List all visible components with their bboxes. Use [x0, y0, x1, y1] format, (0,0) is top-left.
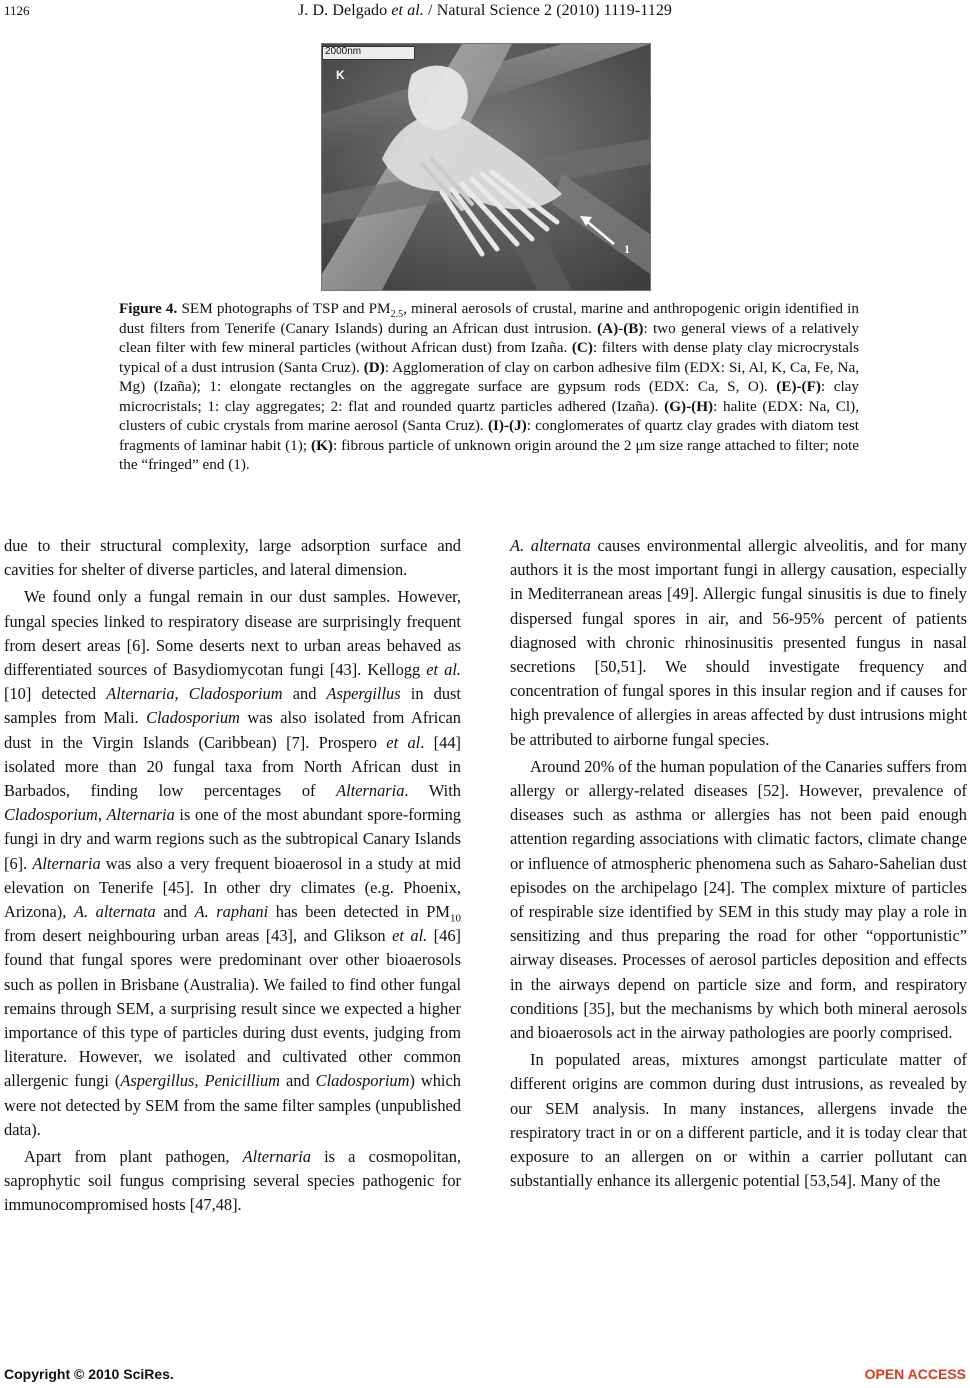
text-run: from desert neighbouring urban areas [43], and Glikson — [4, 926, 393, 946]
italic-run: Aspergillus — [326, 684, 401, 704]
panel-letter: K — [336, 68, 345, 82]
italic-run: A. raphani — [194, 902, 269, 922]
italic-run: et al — [386, 732, 421, 752]
caption-panel-ref: (K) — [311, 436, 333, 454]
text-run: Apart from plant pathogen, — [24, 1147, 243, 1167]
text-run: [10] detected — [4, 684, 107, 704]
page-number: 1126 — [4, 3, 30, 18]
caption-text: : filters with dense platy clay microcrystals typical of a dust intrusion (Santa Cruz). — [119, 339, 859, 376]
scale-bar — [322, 46, 415, 60]
paragraph: due to their structural complexity, large adsorption surface and cavities for shelter of diverse particles, and lateral dimension. — [4, 536, 461, 580]
text-run: . With — [404, 781, 461, 801]
italic-run: A. alternata — [510, 536, 591, 555]
caption-text: : two general views of a relatively clean filter with few mineral particles (without African dust) from Izaña. — [119, 319, 859, 356]
text-run: and — [282, 684, 327, 704]
footer-open-access: OPEN ACCESS — [864, 1366, 966, 1382]
italic-run: Cladosporium — [146, 708, 240, 728]
caption-text: - — [618, 319, 624, 337]
caption-subscript: 2.5 — [390, 309, 404, 321]
caption-text: : Agglomeration of clay on carbon adhesive film (EDX: Si, Al, K, Ca, Fe, Na, Mg) (Izaña); 1: elongate rectangles on the aggregate surface are gypsum rods (EDX: Ca, S, O). — [119, 358, 860, 395]
italic-run: et al. — [392, 926, 428, 946]
caption-panel-ref: (E)-(F) — [776, 378, 821, 395]
paragraph: In populated areas, mixtures amongst particulate matter of different origins are common during dust intrusions, as revealed by our SEM analysis. In many instances, allergens invade the respiratory tract in or on a different particle, and it is today clear that exposure to an allergen on or within a carrier pollutant can substantially enhance its allergenic potential [53,54]. Many of the — [510, 1050, 967, 1191]
text-run: was also isolated from African dust in the Virgin Islands (Caribbean) [7]. Prospero — [4, 708, 461, 752]
caption-label: Figure 4. — [119, 300, 178, 317]
subscript: 10 — [449, 912, 461, 925]
paragraph — [510, 534, 967, 752]
italic-run: Alternaria — [106, 805, 175, 825]
left-column — [4, 534, 461, 1218]
text-run: is one of the most abundant spore-forming fungi in dry and warm regions such as the subtropical Canary Islands [6]. — [4, 805, 461, 873]
caption-text: SEM photographs of TSP and PM — [177, 300, 391, 317]
scale-label: 2000nm — [325, 46, 362, 57]
italic-run: et al. — [426, 660, 461, 680]
text-run: We found only a fungal remain in our dust samples. However, fungal species linked to respiratory disease are surprisingly frequent from desert areas [6]. Some deserts next to urban areas behaved as differentiated sources of Basydiomycotan fungi [43]. Kellogg — [4, 587, 461, 680]
caption-text: : fibrous particle of unknown origin around the 2 μm size range attached to filter; note the “fringed” end (1). — [119, 436, 860, 473]
text-run: has been detected in PM — [268, 902, 450, 922]
italic-run: Alternaria — [242, 1147, 311, 1167]
text-run: was also a very frequent bioaerosol in a study at mid elevation on Tenerife [45]. In other dry climates (e.g. Phoenix, Arizona), — [4, 853, 462, 922]
italic-run: Alternaria — [32, 853, 101, 873]
header-authors: J. D. Delgado — [297, 2, 392, 19]
italic-run: A. alternata — [73, 902, 156, 922]
caption-panel-ref: (A) — [597, 319, 619, 337]
footer-copyright: Copyright © 2010 SciRes. — [4, 1366, 174, 1382]
figure-caption — [119, 299, 859, 475]
right-column — [510, 534, 967, 1193]
italic-run: Aspergillus, Penicillium — [120, 1071, 281, 1091]
paragraph: Around 20% of the human population of the Canaries suffers from allergy or allergy-related diseases [52]. However, prevalence of diseases such as asthma or allergies has not been paid enough attention regarding associations with climatic factors, climate change or influence of atmospheric phenomena such as Saharo-Sahelian dust episodes on the archipelago [24]. The complex mixture of particles of respirable size identified by SEM in this study may play a role in sensitizing and thus preparing the road for other “opportunistic” airway diseases. Processes of aerosol particles deposition and effects in the airways depend on particle size and form, and respiratory conditions [35], but the mechanisms by which both mineral aerosols and bioaerosols act in the airway pathologies are poorly comprised. — [510, 756, 967, 1043]
text-run: causes environmental allergic alveolitis, and for many authors it is the most important fungi in allergy causation, especially in Mediterranean areas [49]. Allergic fungal sinusitis is due to finely dispersed fungal spores in air, and 56-95% percent of patients diagnosed with chronic rhinosinusitis presented fungus in nasal secretions [50,51]. We should investigate frequency and concentration of fungal spores in this insular region and if causes for high prevalence of allergies in areas affected by dust intrusions might be attributed to airborne fungal species. — [510, 536, 967, 749]
caption-text: : clay microcristals; 1: clay aggregates; 2: flat and rounded quartz particles adhered (Izaña). — [119, 378, 859, 415]
text-run: in dust samples from Mali. — [4, 684, 461, 728]
text-run: and — [280, 1071, 316, 1091]
header-etal: et al. — [391, 2, 424, 19]
sem-figure — [321, 43, 651, 291]
caption-text: : conglomerates of quartz clay grades with diatom test fragments of laminar habit (1); — [119, 417, 859, 454]
text-run: , — [97, 805, 107, 825]
caption-panel-ref: (G)-(H) — [664, 397, 714, 415]
running-header — [0, 2, 970, 20]
caption-panel-ref: (C) — [571, 339, 593, 356]
text-run: ) which were not detected by SEM from the same filter samples (unpublished data). — [4, 1071, 461, 1139]
caption-text: , mineral aerosols of crustal, marine and anthropogenic origin identified in dust filters from Tenerife (Canary Islands) during an African dust intrusion. — [119, 300, 859, 337]
italic-run: Cladosporium — [315, 1071, 410, 1091]
marker-number: 1 — [624, 242, 630, 256]
paragraph — [4, 1145, 461, 1218]
text-run: is a cosmopolitan, saprophytic soil fungus comprising several species pathogenic for immunocompromised hosts [47,48]. — [4, 1147, 461, 1215]
sem-photograph — [322, 44, 650, 290]
text-run: and — [155, 902, 195, 922]
caption-panel-ref: (I)-(J) — [487, 417, 527, 434]
header-journal: / Natural Science 2 (2010) 1119-1129 — [423, 2, 673, 19]
caption-panel-ref: (B) — [623, 319, 644, 337]
paragraph — [4, 585, 461, 1142]
italic-run: Alternaria, Cladosporium — [106, 684, 283, 704]
text-run: . [44] isolated more than 20 fungal taxa from North African dust in Barbados, finding low percentages of — [4, 732, 461, 801]
caption-panel-ref: (D) — [363, 358, 385, 376]
italic-run: Cladosporium — [4, 805, 98, 825]
italic-run: Alternaria — [336, 781, 405, 801]
text-run: [46] found that fungal spores were predominant over other bioaerosols such as pollen in Brisbane (Australia). We failed to find other fungal remains through SEM, a surprising result since we expected a higher importance of this type of particles during dust events, judging from literature. However, we isolated and cultivated other common allergenic fungi ( — [4, 926, 461, 1091]
caption-text: : halite (EDX: Na, Cl), clusters of cubic crystals from marine aerosol (Santa Cruz). — [119, 397, 859, 434]
